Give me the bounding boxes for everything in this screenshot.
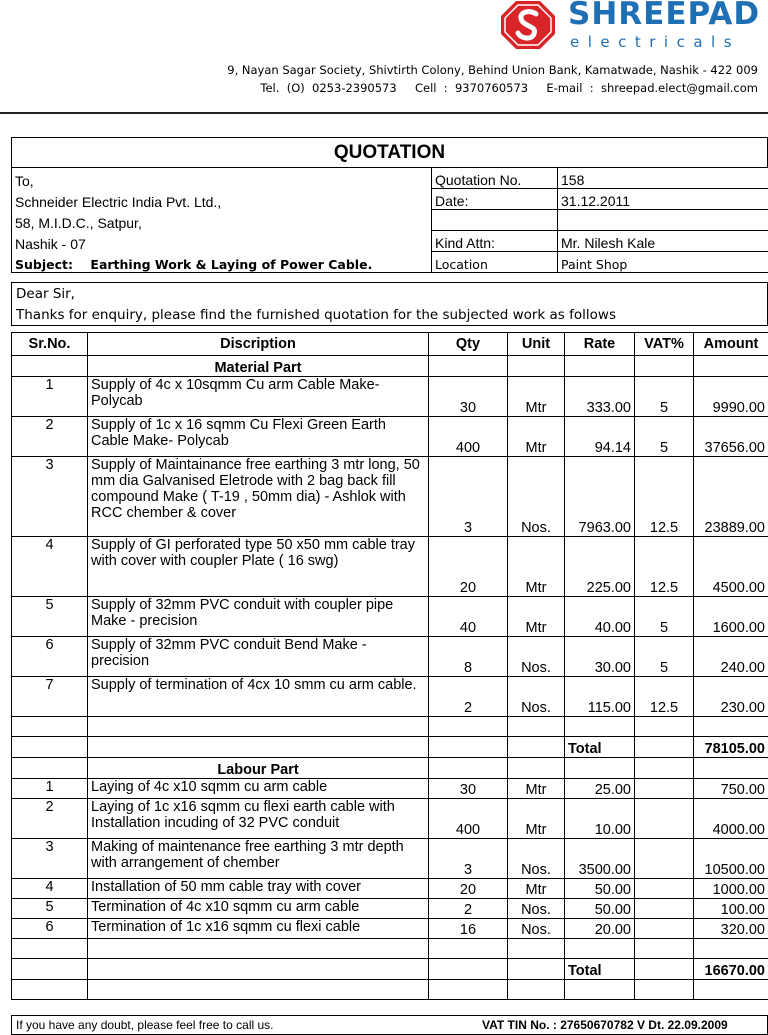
vat-tin: VAT TIN No. : 27650670782 V Dt. 22.09.2009: [482, 1018, 728, 1032]
date-value: 31.12.2011: [558, 189, 768, 210]
blank-cell: [635, 356, 694, 377]
total-label: Total: [565, 959, 635, 980]
qty: 16: [429, 919, 508, 939]
sr-no: 6: [12, 919, 88, 939]
description: Supply of 32mm PVC conduit Bend Make - precision: [88, 637, 429, 677]
blank-cell: [635, 737, 694, 758]
rate: 225.00: [565, 537, 635, 597]
table-row: [12, 417, 768, 457]
company-contact: Tel. (O) 0253-2390573 Cell : 9370760573 E-mail : shreepad.elect@gmail.com: [227, 79, 758, 97]
table-row: [12, 799, 768, 839]
quotation-no-value: 158: [558, 168, 768, 189]
sr-no: 4: [12, 537, 88, 597]
blank-cell: [12, 758, 88, 779]
qty: 400: [429, 417, 508, 457]
unit: Nos.: [508, 919, 565, 939]
qty: 20: [429, 537, 508, 597]
rate: 94.14: [565, 417, 635, 457]
col-amount: Amount: [694, 333, 768, 356]
table-row: [12, 597, 768, 637]
footer-note: If you have any doubt, please feel free to call us.: [16, 1018, 274, 1032]
blank-cell: [565, 939, 635, 959]
vat: 12.5: [635, 537, 694, 597]
header-divider: [0, 112, 768, 114]
sr-no: 4: [12, 879, 88, 899]
blank-cell: [694, 356, 768, 377]
description: Termination of 4c x10 sqmm cu arm cable: [88, 899, 429, 919]
blank-cell: [429, 959, 508, 980]
blank-cell: [429, 939, 508, 959]
unit: Nos.: [508, 457, 565, 537]
blank-row: [12, 717, 768, 737]
total-row: [12, 959, 768, 980]
unit: Mtr: [508, 879, 565, 899]
table-row: [12, 839, 768, 879]
description: Making of maintenance free earthing 3 mtr depth with arrangement of chember: [88, 839, 429, 879]
col-vat: VAT%: [635, 333, 694, 356]
amount: 23889.00: [694, 457, 768, 537]
blank-cell: [508, 980, 565, 1000]
location-value: Paint Shop: [558, 252, 768, 273]
blank-cell: [12, 939, 88, 959]
blank-cell: [558, 210, 768, 231]
vat: 5: [635, 637, 694, 677]
kind-attn-value: Mr. Nilesh Kale: [558, 231, 768, 252]
col-description: Discription: [88, 333, 429, 356]
location-label: Location: [432, 252, 558, 273]
greeting: Dear Sir,: [16, 284, 763, 305]
description: Supply of termination of 4cx 10 smm cu arm cable.: [88, 677, 429, 717]
unit: Mtr: [508, 597, 565, 637]
header-row: [12, 333, 768, 356]
blank-row: [12, 980, 768, 1000]
blank-cell: [635, 959, 694, 980]
blank-cell: [429, 717, 508, 737]
blank-cell: [12, 717, 88, 737]
blank-cell: [565, 356, 635, 377]
amount: 9990.00: [694, 377, 768, 417]
rate: 25.00: [565, 779, 635, 799]
sr-no: 6: [12, 637, 88, 677]
description: Supply of 4c x 10sqmm Cu arm Cable Make- Polycab: [88, 377, 429, 417]
table-row: [12, 899, 768, 919]
rate: 10.00: [565, 799, 635, 839]
vat: [635, 799, 694, 839]
amount: 4000.00: [694, 799, 768, 839]
blank-cell: [12, 737, 88, 758]
unit: Mtr: [508, 799, 565, 839]
blank-cell: [88, 737, 429, 758]
amount: 1000.00: [694, 879, 768, 899]
col-srno: Sr.No.: [12, 333, 88, 356]
intro-text: Thanks for enquiry, please find the furnished quotation for the subjected work as follows: [16, 305, 763, 326]
sr-no: 1: [12, 779, 88, 799]
sr-no: 2: [12, 417, 88, 457]
amount: 10500.00: [694, 839, 768, 879]
blank-cell: [508, 737, 565, 758]
blank-cell: [429, 356, 508, 377]
unit: Nos.: [508, 839, 565, 879]
rate: 40.00: [565, 597, 635, 637]
subject-text: Earthing Work & Laying of Power Cable.: [90, 257, 372, 272]
table-row: [12, 879, 768, 899]
company-address-block: [227, 61, 758, 97]
col-qty: Qty: [429, 333, 508, 356]
date-label: Date:: [432, 189, 558, 210]
blank-cell: [12, 980, 88, 1000]
amount: 100.00: [694, 899, 768, 919]
blank-cell: [88, 980, 429, 1000]
table-row: [12, 919, 768, 939]
blank-cell: [508, 959, 565, 980]
amount: 4500.00: [694, 537, 768, 597]
table-row: [12, 637, 768, 677]
sr-no: 5: [12, 597, 88, 637]
qty: 400: [429, 799, 508, 839]
sr-no: 1: [12, 377, 88, 417]
subject-label: Subject:: [15, 257, 73, 272]
table-row: [12, 377, 768, 417]
rate: 333.00: [565, 377, 635, 417]
table-row: [12, 457, 768, 537]
unit: Nos.: [508, 677, 565, 717]
vat: 5: [635, 597, 694, 637]
rate: 30.00: [565, 637, 635, 677]
company-tagline: electricals: [570, 33, 740, 51]
to-line-1: To,: [12, 168, 432, 189]
blank-cell: [565, 980, 635, 1000]
blank-cell: [88, 717, 429, 737]
to-line-4: Nashik - 07: [12, 231, 432, 252]
to-line-3: 58, M.I.D.C., Satpur,: [12, 210, 432, 231]
unit: Mtr: [508, 779, 565, 799]
company-address: 9, Nayan Sagar Society, Shivtirth Colony, Behind Union Bank, Kamatwade, Nashik - 422 009: [227, 61, 758, 79]
total-label: Total: [565, 737, 635, 758]
quotation-details: [11, 167, 768, 273]
quotation-items-table: [11, 332, 768, 1000]
unit: Mtr: [508, 377, 565, 417]
sr-no: 5: [12, 899, 88, 919]
section-title: Material Part: [88, 356, 429, 377]
unit: Mtr: [508, 537, 565, 597]
vat: 5: [635, 377, 694, 417]
unit: Nos.: [508, 899, 565, 919]
section-title: Labour Part: [88, 758, 429, 779]
vat: 5: [635, 417, 694, 457]
amount: 1600.00: [694, 597, 768, 637]
blank-cell: [694, 717, 768, 737]
qty: 3: [429, 839, 508, 879]
footer: [11, 1015, 768, 1035]
blank-cell: [508, 717, 565, 737]
amount: 320.00: [694, 919, 768, 939]
blank-cell: [432, 210, 558, 231]
total-amount: 16670.00: [694, 959, 768, 980]
description: Supply of 32mm PVC conduit with coupler pipe Make - precision: [88, 597, 429, 637]
description: Termination of 1c x16 sqmm cu flexi cable: [88, 919, 429, 939]
subject-row: [12, 252, 432, 273]
rate: 20.00: [565, 919, 635, 939]
description: Supply of Maintainance free earthing 3 mtr long, 50 mm dia Galvanised Eletrode with 2 bag back fill compound Make ( T-19 , 50mm dia) - Ashlok with RCC chember & cover: [88, 457, 429, 537]
blank-cell: [88, 939, 429, 959]
table-row: [12, 537, 768, 597]
qty: 8: [429, 637, 508, 677]
letterhead: [0, 0, 768, 105]
company-name: SHREEPAD: [568, 0, 760, 32]
vat: 12.5: [635, 457, 694, 537]
amount: 750.00: [694, 779, 768, 799]
table-row: [12, 677, 768, 717]
sr-no: 3: [12, 457, 88, 537]
vat: [635, 899, 694, 919]
blank-cell: [694, 980, 768, 1000]
greeting-box: [11, 282, 768, 326]
vat: [635, 919, 694, 939]
sr-no: 7: [12, 677, 88, 717]
qty: 2: [429, 899, 508, 919]
sr-no: 3: [12, 839, 88, 879]
rate: 115.00: [565, 677, 635, 717]
section-row: [12, 356, 768, 377]
blank-cell: [635, 980, 694, 1000]
blank-cell: [565, 717, 635, 737]
amount: 37656.00: [694, 417, 768, 457]
qty: 3: [429, 457, 508, 537]
description: Installation of 50 mm cable tray with cover: [88, 879, 429, 899]
blank-cell: [429, 980, 508, 1000]
rate: 7963.00: [565, 457, 635, 537]
shreepad-logo-icon: [500, 0, 556, 50]
kind-attn-label: Kind Attn:: [432, 231, 558, 252]
blank-cell: [88, 959, 429, 980]
amount: 230.00: [694, 677, 768, 717]
qty: 20: [429, 879, 508, 899]
blank-cell: [635, 758, 694, 779]
description: Laying of 4c x10 sqmm cu arm cable: [88, 779, 429, 799]
unit: Mtr: [508, 417, 565, 457]
items-body: [12, 356, 768, 1000]
blank-cell: [565, 758, 635, 779]
blank-cell: [508, 356, 565, 377]
blank-cell: [429, 758, 508, 779]
col-unit: Unit: [508, 333, 565, 356]
table-row: [12, 779, 768, 799]
blank-cell: [635, 939, 694, 959]
rate: 3500.00: [565, 839, 635, 879]
blank-cell: [12, 356, 88, 377]
blank-cell: [635, 717, 694, 737]
blank-cell: [694, 939, 768, 959]
vat: [635, 879, 694, 899]
blank-cell: [508, 939, 565, 959]
qty: 30: [429, 377, 508, 417]
total-row: [12, 737, 768, 758]
to-line-2: Schneider Electric India Pvt. Ltd.,: [12, 189, 432, 210]
description: Supply of 1c x 16 sqmm Cu Flexi Green Earth Cable Make- Polycab: [88, 417, 429, 457]
blank-cell: [12, 959, 88, 980]
rate: 50.00: [565, 899, 635, 919]
vat: [635, 779, 694, 799]
blank-row: [12, 939, 768, 959]
blank-cell: [694, 758, 768, 779]
unit: Nos.: [508, 637, 565, 677]
sr-no: 2: [12, 799, 88, 839]
rate: 50.00: [565, 879, 635, 899]
section-row: [12, 758, 768, 779]
description: Supply of GI perforated type 50 x50 mm cable tray with cover with coupler Plate ( 16 swg): [88, 537, 429, 597]
blank-cell: [429, 737, 508, 758]
vat: [635, 839, 694, 879]
qty: 40: [429, 597, 508, 637]
col-rate: Rate: [565, 333, 635, 356]
amount: 240.00: [694, 637, 768, 677]
quotation-no-label: Quotation No.: [432, 168, 558, 189]
vat: 12.5: [635, 677, 694, 717]
blank-cell: [508, 758, 565, 779]
qty: 30: [429, 779, 508, 799]
quotation-title: QUOTATION: [11, 137, 768, 167]
total-amount: 78105.00: [694, 737, 768, 758]
description: Laying of 1c x16 sqmm cu flexi earth cable with Installation incuding of 32 PVC conduit: [88, 799, 429, 839]
qty: 2: [429, 677, 508, 717]
